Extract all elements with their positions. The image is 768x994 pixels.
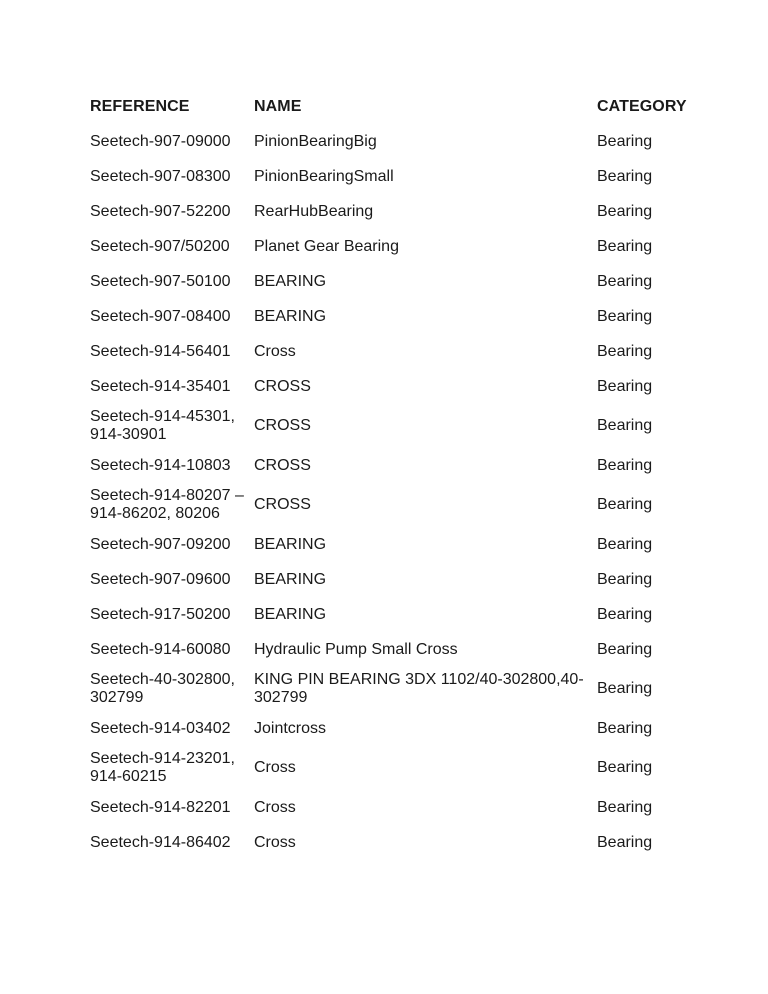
- table-header: [86, 89, 706, 124]
- cell-category: Bearing: [597, 535, 653, 553]
- table-row: [86, 483, 706, 527]
- header-name: NAME: [254, 97, 302, 115]
- header-reference: REFERENCE: [90, 97, 190, 115]
- table-row: [86, 334, 706, 369]
- cell-reference: Seetech-907-09000: [90, 132, 231, 150]
- cell-name: PinionBearingSmall: [254, 167, 394, 185]
- table-body: [86, 124, 706, 860]
- cell-reference: Seetech-907-52200: [90, 202, 231, 220]
- cell-name: Planet Gear Bearing: [254, 237, 399, 255]
- table-row: [86, 632, 706, 667]
- table-row: [86, 448, 706, 483]
- cell-reference: Seetech-914-23201, 914-60215: [90, 750, 235, 785]
- cell-category: Bearing: [597, 377, 653, 395]
- table-row: [86, 562, 706, 597]
- table-row: [86, 667, 706, 711]
- cell-name: CROSS: [254, 377, 311, 395]
- cell-name: Cross: [254, 342, 296, 360]
- cell-reference: Seetech-914-80207 – 914-86202, 80206: [90, 487, 244, 522]
- cell-reference: Seetech-917-50200: [90, 605, 231, 623]
- cell-category: Bearing: [597, 202, 653, 220]
- cell-category: Bearing: [597, 237, 653, 255]
- table-row: [86, 264, 706, 299]
- cell-name: CROSS: [254, 496, 311, 513]
- cell-reference: Seetech-907/50200: [90, 237, 230, 255]
- table-row: [86, 404, 706, 448]
- cell-category: Bearing: [597, 167, 653, 185]
- table-row: [86, 229, 706, 264]
- cell-category: Bearing: [597, 456, 653, 474]
- cell-reference: Seetech-914-03402: [90, 719, 231, 737]
- cell-reference: Seetech-907-09600: [90, 570, 231, 588]
- cell-category: Bearing: [597, 496, 653, 513]
- cell-reference: Seetech-907-09200: [90, 535, 231, 553]
- cell-reference: Seetech-40-302800, 302799: [90, 671, 235, 706]
- cell-reference: Seetech-914-60080: [90, 640, 231, 658]
- cell-category: Bearing: [597, 570, 653, 588]
- cell-name: Jointcross: [254, 719, 327, 737]
- cell-category: Bearing: [597, 417, 653, 434]
- cell-name: Cross: [254, 833, 296, 851]
- table-row: [86, 369, 706, 404]
- cell-name: Cross: [254, 798, 296, 816]
- cell-category: Bearing: [597, 759, 653, 776]
- header-category: CATEGORY: [597, 97, 687, 115]
- cell-category: Bearing: [597, 342, 653, 360]
- cell-reference: Seetech-914-10803: [90, 456, 231, 474]
- cell-name: BEARING: [254, 272, 327, 290]
- table-row: [86, 597, 706, 632]
- table-row: [86, 790, 706, 825]
- table-row: [86, 711, 706, 746]
- cell-name: BEARING: [254, 307, 327, 325]
- cell-reference: Seetech-914-45301, 914-30901: [90, 408, 235, 443]
- cell-name: KING PIN BEARING 3DX 1102/40-302800,40-302799: [254, 671, 584, 706]
- cell-category: Bearing: [597, 132, 653, 150]
- cell-category: Bearing: [597, 833, 653, 851]
- table-row: [86, 825, 706, 860]
- cell-reference: Seetech-907-08300: [90, 167, 231, 185]
- cell-category: Bearing: [597, 307, 653, 325]
- cell-reference: Seetech-907-08400: [90, 307, 231, 325]
- cell-category: Bearing: [597, 640, 653, 658]
- header-row: [86, 89, 706, 124]
- cell-name: PinionBearingBig: [254, 132, 377, 150]
- cell-reference: Seetech-914-56401: [90, 342, 231, 360]
- table-row: [86, 746, 706, 790]
- cell-name: RearHubBearing: [254, 202, 374, 220]
- cell-name: BEARING: [254, 570, 327, 588]
- cell-reference: Seetech-914-86402: [90, 833, 231, 851]
- cell-reference: Seetech-907-50100: [90, 272, 231, 290]
- cell-category: Bearing: [597, 798, 653, 816]
- cell-name: CROSS: [254, 456, 311, 474]
- cell-name: BEARING: [254, 605, 327, 623]
- cell-category: Bearing: [597, 605, 653, 623]
- cell-reference: Seetech-914-35401: [90, 377, 231, 395]
- cell-name: BEARING: [254, 535, 327, 553]
- cell-name: Cross: [254, 759, 296, 776]
- table-row: [86, 527, 706, 562]
- cell-category: Bearing: [597, 719, 653, 737]
- table-row: [86, 299, 706, 334]
- cell-name: Hydraulic Pump Small Cross: [254, 640, 458, 658]
- cell-category: Bearing: [597, 272, 653, 290]
- cell-reference: Seetech-914-82201: [90, 798, 231, 816]
- table-row: [86, 124, 706, 159]
- table-row: [86, 159, 706, 194]
- cell-category: Bearing: [597, 680, 653, 697]
- table-row: [86, 194, 706, 229]
- cell-name: CROSS: [254, 417, 311, 434]
- parts-table: [86, 89, 706, 860]
